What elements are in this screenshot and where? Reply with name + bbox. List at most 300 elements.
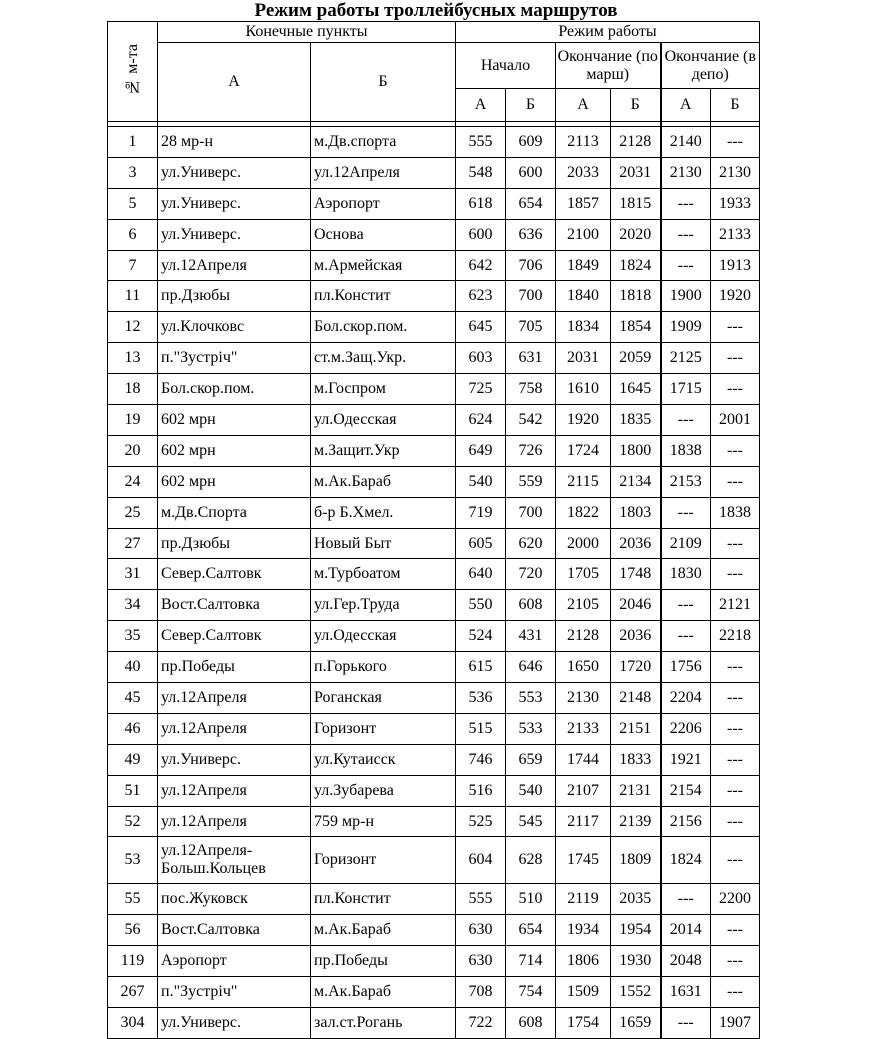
cell-end-route-a: 1610 [556,374,611,405]
cell-end-depot-b: 1838 [711,497,760,528]
cell-end-route-a: 1834 [556,312,611,343]
cell-end-route-b: 2151 [611,713,661,744]
cell-route-no: 11 [108,281,158,312]
table-row [108,497,760,528]
cell-start-b: 431 [506,621,556,652]
cell-start-a: 536 [456,683,506,714]
cell-end-route-b: 2036 [611,528,661,559]
cell-end-depot-a: --- [661,219,711,250]
cell-start-b: 540 [506,775,556,806]
table-row [108,744,760,775]
cell-end-route-b: 2139 [611,806,661,837]
cell-end-route-a: 2117 [556,806,611,837]
table-row [108,157,760,188]
cell-end-route-b: 1854 [611,312,661,343]
cell-endpoint-a: ул.Универс. [158,744,311,775]
cell-endpoint-b: ул.12Апреля [311,157,456,188]
cell-end-route-b: 1833 [611,744,661,775]
cell-end-route-b: 1818 [611,281,661,312]
cell-start-b: 700 [506,497,556,528]
cell-start-a: 630 [456,915,506,946]
table-row [108,1008,760,1039]
cell-endpoint-b: Основа [311,219,456,250]
cell-start-b: 758 [506,374,556,405]
cell-end-depot-a: 1900 [661,281,711,312]
cell-end-route-a: 1849 [556,250,611,281]
cell-start-b: 659 [506,744,556,775]
table-row [108,915,760,946]
cell-endpoint-a: ул.12Апреля [158,683,311,714]
cell-end-route-b: 2046 [611,590,661,621]
cell-end-depot-b: --- [711,652,760,683]
table-row [108,374,760,405]
table-row [108,250,760,281]
table-row [108,528,760,559]
cell-end-depot-a: 2156 [661,806,711,837]
cell-end-depot-b: --- [711,343,760,374]
cell-end-depot-b: --- [711,713,760,744]
table-row [108,312,760,343]
cell-end-depot-a: 1715 [661,374,711,405]
cell-start-a: 605 [456,528,506,559]
cell-end-route-b: 2128 [611,127,661,158]
cell-route-no: 18 [108,374,158,405]
cell-end-route-b: 1659 [611,1008,661,1039]
cell-end-route-a: 2115 [556,466,611,497]
cell-end-depot-b: --- [711,977,760,1008]
cell-end-route-b: 2036 [611,621,661,652]
cell-end-depot-b: 2200 [711,884,760,915]
cell-endpoint-a: ул.Универс. [158,219,311,250]
cell-end-route-a: 1822 [556,497,611,528]
cell-endpoint-b: м.Дв.спорта [311,127,456,158]
table-row [108,466,760,497]
cell-end-depot-a: 2014 [661,915,711,946]
table-row [108,713,760,744]
cell-start-a: 722 [456,1008,506,1039]
cell-route-no: 52 [108,806,158,837]
cell-endpoint-b: м.Госпром [311,374,456,405]
cell-route-no: 53 [108,837,158,884]
cell-route-no: 25 [108,497,158,528]
cell-end-depot-a: 2048 [661,946,711,977]
cell-start-b: 553 [506,683,556,714]
cell-start-a: 555 [456,884,506,915]
cell-start-a: 516 [456,775,506,806]
cell-end-route-a: 2000 [556,528,611,559]
table-row [108,219,760,250]
cell-endpoint-b: ул.Кутаисск [311,744,456,775]
cell-end-depot-b: 2001 [711,405,760,436]
cell-end-route-b: 2059 [611,343,661,374]
cell-endpoint-a: Север.Салтовк [158,621,311,652]
cell-end-route-a: 1705 [556,559,611,590]
cell-route-no: 5 [108,188,158,219]
cell-end-route-a: 2031 [556,343,611,374]
cell-route-no: 1 [108,127,158,158]
cell-end-depot-a: 2130 [661,157,711,188]
cell-end-depot-a: 2204 [661,683,711,714]
table-row [108,652,760,683]
cell-route-no: 12 [108,312,158,343]
header-endpoints: Конечные пункты [158,22,456,43]
cell-endpoint-b: ул.Гер.Труда [311,590,456,621]
cell-end-depot-b: --- [711,946,760,977]
page-title: Режим работы троллейбусных маршрутов [254,0,618,21]
cell-start-b: 654 [506,188,556,219]
cell-end-route-b: 1552 [611,977,661,1008]
table-body [108,122,760,1039]
cell-endpoint-b: м.Армейская [311,250,456,281]
cell-start-b: 654 [506,915,556,946]
cell-end-depot-a: --- [661,497,711,528]
cell-start-a: 525 [456,806,506,837]
cell-end-depot-b: --- [711,744,760,775]
cell-route-no: 304 [108,1008,158,1039]
cell-end-depot-a: --- [661,1008,711,1039]
header-endpoint-b: Б [311,43,456,122]
cell-start-a: 708 [456,977,506,1008]
cell-end-depot-a: 1909 [661,312,711,343]
cell-endpoint-a: пр.Дзюбы [158,281,311,312]
cell-end-depot-a: 1830 [661,559,711,590]
cell-end-depot-a: --- [661,405,711,436]
table-row [108,806,760,837]
cell-start-b: 754 [506,977,556,1008]
cell-start-a: 600 [456,219,506,250]
cell-endpoint-a: п."Зустріч" [158,977,311,1008]
cell-endpoint-a: 602 мрн [158,405,311,436]
cell-start-a: 725 [456,374,506,405]
cell-route-no: 49 [108,744,158,775]
cell-end-depot-a: 2109 [661,528,711,559]
cell-end-route-b: 1930 [611,946,661,977]
cell-endpoint-a: ул.12Апреля [158,806,311,837]
cell-endpoint-a: 28 мр-н [158,127,311,158]
cell-start-a: 603 [456,343,506,374]
cell-start-b: 608 [506,1008,556,1039]
cell-end-route-a: 2100 [556,219,611,250]
cell-end-route-b: 2031 [611,157,661,188]
cell-end-depot-a: --- [661,590,711,621]
cell-end-route-b: 1835 [611,405,661,436]
cell-end-route-b: 2134 [611,466,661,497]
cell-endpoint-b: Горизонт [311,713,456,744]
cell-end-route-b: 2148 [611,683,661,714]
header-end-depot-a: А [661,89,711,122]
cell-endpoint-b: м.Турбоатом [311,559,456,590]
cell-endpoint-a: Вост.Салтовка [158,915,311,946]
header-schedule: Режим работы [456,22,760,43]
cell-end-depot-b: --- [711,683,760,714]
cell-end-route-a: 1724 [556,435,611,466]
cell-end-route-b: 1815 [611,188,661,219]
table-row [108,127,760,158]
table-row [108,281,760,312]
schedule-table [107,21,760,1039]
cell-route-no: 19 [108,405,158,436]
cell-end-route-a: 2119 [556,884,611,915]
cell-end-depot-b: --- [711,127,760,158]
cell-end-depot-b: 2133 [711,219,760,250]
cell-start-a: 630 [456,946,506,977]
header-endpoint-a: А [158,43,311,122]
cell-end-depot-a: 1838 [661,435,711,466]
cell-endpoint-a: Бол.скор.пом. [158,374,311,405]
header-start: Начало [456,43,556,89]
cell-end-depot-a: --- [661,884,711,915]
cell-route-no: 27 [108,528,158,559]
table-row [108,884,760,915]
cell-end-route-b: 1824 [611,250,661,281]
cell-end-depot-b: --- [711,374,760,405]
table-row [108,621,760,652]
cell-start-b: 609 [506,127,556,158]
cell-start-a: 642 [456,250,506,281]
cell-endpoint-b: б-р Б.Хмел. [311,497,456,528]
cell-endpoint-a: пр.Победы [158,652,311,683]
cell-start-a: 604 [456,837,506,884]
cell-end-depot-b: --- [711,837,760,884]
cell-start-a: 524 [456,621,506,652]
cell-route-no: 40 [108,652,158,683]
cell-route-no: 56 [108,915,158,946]
cell-end-depot-b: --- [711,559,760,590]
cell-start-a: 623 [456,281,506,312]
cell-endpoint-b: Новый Быт [311,528,456,559]
cell-end-route-a: 1920 [556,405,611,436]
cell-end-route-a: 1806 [556,946,611,977]
cell-start-a: 719 [456,497,506,528]
cell-start-a: 624 [456,405,506,436]
cell-endpoint-a: ул.12Апреля-Больш.Кольцев [158,837,311,884]
cell-endpoint-b: м.Защит.Укр [311,435,456,466]
cell-endpoint-a: ул.Универс. [158,157,311,188]
cell-end-depot-a: --- [661,188,711,219]
table-row [108,188,760,219]
cell-endpoint-b: пр.Победы [311,946,456,977]
cell-endpoint-a: ул.12Апреля [158,713,311,744]
cell-end-depot-b: 1907 [711,1008,760,1039]
cell-start-a: 640 [456,559,506,590]
cell-end-depot-a: 2140 [661,127,711,158]
cell-end-route-a: 2130 [556,683,611,714]
cell-start-a: 746 [456,744,506,775]
cell-start-b: 559 [506,466,556,497]
cell-endpoint-b: ул.Зубарева [311,775,456,806]
cell-endpoint-a: Север.Салтовк [158,559,311,590]
cell-route-no: 55 [108,884,158,915]
cell-endpoint-a: пос.Жуковск [158,884,311,915]
cell-endpoint-b: м.Ак.Бараб [311,977,456,1008]
cell-end-depot-a: 1921 [661,744,711,775]
cell-endpoint-a: 602 мрн [158,435,311,466]
cell-endpoint-b: 759 мр-н [311,806,456,837]
table-row [108,837,760,884]
cell-end-route-b: 1809 [611,837,661,884]
cell-endpoint-a: ул.12Апреля [158,775,311,806]
cell-end-route-a: 1509 [556,977,611,1008]
cell-end-route-b: 2131 [611,775,661,806]
cell-endpoint-b: Бол.скор.пом. [311,312,456,343]
cell-endpoint-b: ул.Одесская [311,405,456,436]
cell-end-depot-a: 2125 [661,343,711,374]
cell-end-depot-b: --- [711,435,760,466]
cell-start-b: 720 [506,559,556,590]
cell-start-a: 550 [456,590,506,621]
cell-start-b: 542 [506,405,556,436]
cell-route-no: 13 [108,343,158,374]
cell-route-no: 7 [108,250,158,281]
cell-end-depot-a: --- [661,250,711,281]
cell-route-no: 46 [108,713,158,744]
cell-endpoint-b: Аэропорт [311,188,456,219]
cell-end-depot-b: --- [711,775,760,806]
table-row [108,559,760,590]
cell-route-no: 24 [108,466,158,497]
cell-endpoint-b: ст.м.Защ.Укр. [311,343,456,374]
table-row [108,435,760,466]
cell-endpoint-a: п."Зустріч" [158,343,311,374]
cell-route-no: 267 [108,977,158,1008]
cell-start-b: 726 [506,435,556,466]
cell-endpoint-b: п.Горького [311,652,456,683]
header-start-b: Б [506,89,556,122]
cell-route-no: 51 [108,775,158,806]
table-row [108,683,760,714]
cell-end-depot-b: --- [711,806,760,837]
cell-end-route-b: 2035 [611,884,661,915]
cell-endpoint-a: ул.Клочковс [158,312,311,343]
header-end-route-b: Б [611,89,661,122]
cell-end-depot-b: 2218 [711,621,760,652]
cell-end-route-b: 1720 [611,652,661,683]
cell-endpoint-b: Роганская [311,683,456,714]
cell-start-b: 700 [506,281,556,312]
cell-start-a: 615 [456,652,506,683]
table-row [108,405,760,436]
cell-start-a: 645 [456,312,506,343]
header-end-depot-b: Б [711,89,760,122]
cell-route-no: 45 [108,683,158,714]
cell-end-route-a: 2128 [556,621,611,652]
cell-start-b: 646 [506,652,556,683]
cell-end-depot-b: --- [711,915,760,946]
cell-start-b: 714 [506,946,556,977]
cell-end-depot-b: 1933 [711,188,760,219]
cell-endpoint-b: пл.Констит [311,884,456,915]
cell-start-b: 706 [506,250,556,281]
cell-start-b: 636 [506,219,556,250]
cell-end-route-a: 1744 [556,744,611,775]
cell-endpoint-b: ул.Одесская [311,621,456,652]
header-route-no [108,22,158,122]
cell-endpoint-b: пл.Констит [311,281,456,312]
cell-endpoint-a: м.Дв.Спорта [158,497,311,528]
cell-end-depot-a: 1824 [661,837,711,884]
cell-start-a: 540 [456,466,506,497]
cell-endpoint-b: Горизонт [311,837,456,884]
cell-end-depot-a: 2153 [661,466,711,497]
cell-end-route-a: 2113 [556,127,611,158]
cell-end-route-a: 1857 [556,188,611,219]
cell-route-no: 119 [108,946,158,977]
cell-endpoint-b: м.Ак.Бараб [311,466,456,497]
cell-route-no: 6 [108,219,158,250]
cell-route-no: 20 [108,435,158,466]
cell-end-route-b: 1954 [611,915,661,946]
cell-end-route-b: 1800 [611,435,661,466]
cell-end-route-b: 1645 [611,374,661,405]
cell-endpoint-a: 602 мрн [158,466,311,497]
cell-start-b: 620 [506,528,556,559]
table-row [108,775,760,806]
cell-route-no: 3 [108,157,158,188]
cell-start-b: 628 [506,837,556,884]
cell-end-route-a: 1934 [556,915,611,946]
cell-end-route-b: 2020 [611,219,661,250]
cell-endpoint-a: Аэропорт [158,946,311,977]
cell-endpoint-a: ул.Универс. [158,1008,311,1039]
cell-end-depot-b: 2121 [711,590,760,621]
cell-start-a: 555 [456,127,506,158]
cell-route-no: 34 [108,590,158,621]
cell-end-route-a: 2033 [556,157,611,188]
cell-end-route-a: 1840 [556,281,611,312]
cell-end-depot-a: 1756 [661,652,711,683]
cell-end-route-a: 1650 [556,652,611,683]
table-row [108,343,760,374]
cell-endpoint-b: м.Ак.Бараб [311,915,456,946]
cell-endpoint-b: зал.ст.Рогань [311,1008,456,1039]
table-row [108,946,760,977]
cell-route-no: 31 [108,559,158,590]
cell-end-depot-b: --- [711,528,760,559]
cell-start-b: 533 [506,713,556,744]
cell-end-depot-b: --- [711,312,760,343]
cell-end-depot-b: --- [711,466,760,497]
cell-end-route-a: 1745 [556,837,611,884]
cell-end-depot-a: 1631 [661,977,711,1008]
cell-start-b: 600 [506,157,556,188]
cell-end-route-a: 2105 [556,590,611,621]
cell-end-depot-a: 2206 [661,713,711,744]
header-end-route-a: А [556,89,611,122]
cell-end-depot-b: 2130 [711,157,760,188]
cell-start-a: 548 [456,157,506,188]
cell-route-no: 35 [108,621,158,652]
cell-endpoint-a: Вост.Салтовка [158,590,311,621]
cell-start-b: 510 [506,884,556,915]
cell-end-depot-a: --- [661,621,711,652]
cell-end-depot-b: 1920 [711,281,760,312]
header-route-no-label: № м-та [123,43,141,95]
header-end-route: Окончание (по марш) [556,43,661,89]
cell-endpoint-a: пр.Дзюбы [158,528,311,559]
header-end-depot: Окончание (в депо) [661,43,760,89]
header-start-a: А [456,89,506,122]
cell-start-a: 515 [456,713,506,744]
table-row [108,977,760,1008]
cell-end-depot-b: 1913 [711,250,760,281]
cell-endpoint-a: ул.12Апреля [158,250,311,281]
cell-start-b: 545 [506,806,556,837]
cell-end-route-b: 1803 [611,497,661,528]
cell-endpoint-a: ул.Универс. [158,188,311,219]
cell-start-b: 705 [506,312,556,343]
cell-start-a: 649 [456,435,506,466]
cell-end-depot-a: 2154 [661,775,711,806]
